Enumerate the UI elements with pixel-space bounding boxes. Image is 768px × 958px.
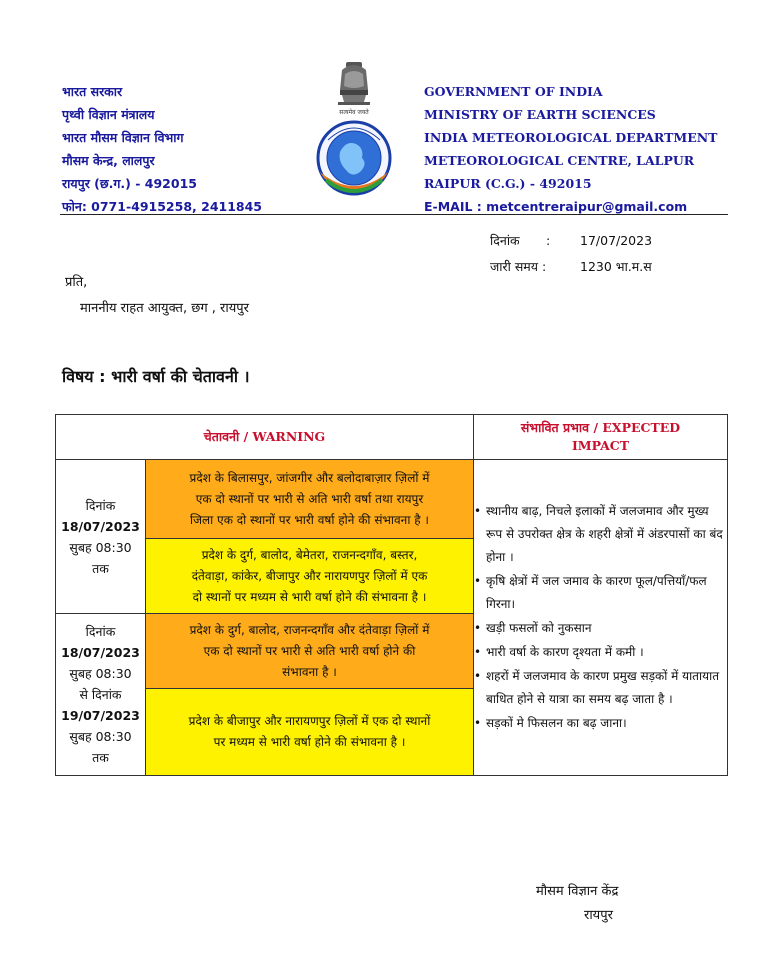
bullet-icon: • xyxy=(474,503,482,518)
header-divider xyxy=(60,214,728,215)
list-item xyxy=(474,500,727,569)
header-phone: फोन: 0771-4915258, 2411845 xyxy=(62,199,263,214)
warning-text: प्रदेश के दुर्ग, बालोद, राजनन्दगाँव और दंतेवाड़ा ज़िलों में xyxy=(189,622,430,637)
imd-emblem-logo xyxy=(312,60,396,206)
bullet-icon: • xyxy=(474,620,482,635)
header-hindi-line: पृथ्वी विज्ञान मंत्रालय xyxy=(62,107,155,122)
issue-time-value: 1230 भा.म.स xyxy=(580,259,652,274)
bullet-icon: • xyxy=(474,644,482,659)
warning-text: प्रदेश के बिलासपुर, जांजगीर और बलोदाबाज़ार ज़िलों में xyxy=(189,470,430,485)
impact-text: कृषि क्षेत्रों में जल जमाव के कारण फूल/पत्तियाँ/फल गिरना। xyxy=(486,573,707,611)
signature-block xyxy=(536,880,618,928)
impact-header xyxy=(474,415,728,460)
impact-text: खड़ी फसलों को नुकसान xyxy=(486,620,592,635)
table-row xyxy=(56,460,728,539)
warning-header: चेतावनी / WARNING xyxy=(56,415,474,460)
recipient-addressee: माननीय राहत आयुक्त, छग , रायपुर xyxy=(80,301,249,316)
table-header-row xyxy=(56,415,728,460)
recipient-prefix: प्रति, xyxy=(65,275,88,290)
header-english-line: RAIPUR (C.G.) - 492015 xyxy=(424,176,592,191)
bullet-icon: • xyxy=(474,668,482,683)
letter-subject: विषय : भारी वर्षा की चेतावनी । xyxy=(62,367,250,386)
header-english-line: GOVERNMENT OF INDIA xyxy=(424,84,603,99)
warning-text: दंतेवाड़ा, कांकेर, बीजापुर और नारायणपुर ज़िलों में एक xyxy=(191,568,428,583)
warning-text: जिला एक दो स्थानों पर भारी वर्षा होने की संभावना है । xyxy=(189,512,429,527)
warning-cell-yellow xyxy=(146,689,474,776)
date-label: दिनांक xyxy=(490,233,520,248)
impact-text: सड़कों मे फिसलन का बढ़ जाना। xyxy=(486,715,627,730)
header-english-line: INDIA METEOROLOGICAL DEPARTMENT xyxy=(424,130,718,145)
header-english-line: MINISTRY OF EARTH SCIENCES xyxy=(424,107,656,122)
list-item xyxy=(474,570,727,616)
header-english-line: METEOROLOGICAL CENTRE, LALPUR xyxy=(424,153,695,168)
header-hindi-line: भारत मौसम विज्ञान विभाग xyxy=(62,130,184,145)
bullet-icon: • xyxy=(474,573,482,588)
header-hindi xyxy=(62,80,262,218)
lion-capital-icon xyxy=(338,62,370,105)
email-link[interactable]: metcentreraipur@gmail.com xyxy=(486,199,688,214)
warning-text: प्रदेश के बीजापुर और नारायणपुर ज़िलों में एक दो स्थानों xyxy=(188,714,431,728)
impact-header-line2: IMPACT xyxy=(571,438,630,453)
signature-line2: रायपुर xyxy=(584,908,613,923)
period-2-cell xyxy=(56,614,146,776)
period-text: दिनांक xyxy=(85,497,116,513)
warning-text: प्रदेश के दुर्ग, बालोद, बेमेतरा, राजनन्दगाँव, बस्तर, xyxy=(201,547,418,562)
impact-text: भारी वर्षा के कारण दृश्यता में कमी । xyxy=(486,644,644,659)
period-text: सुबह 08:30 xyxy=(69,539,132,555)
period-date: 19/07/2023 xyxy=(61,708,140,723)
header-hindi-line: मौसम केन्द्र, लालपुर xyxy=(62,153,155,168)
impact-text: शहरों में जलजमाव के कारण प्रमुख सड़कों में यातायात बाधित होने से यात्रा का समय बढ़ जाता है । xyxy=(486,668,720,706)
warning-text: दो स्थानों पर मध्यम से भारी वर्षा होने की संभावना है । xyxy=(192,589,427,604)
period-text: तक xyxy=(92,560,109,576)
warning-cell-orange xyxy=(146,614,474,689)
period-1-cell xyxy=(56,460,146,614)
signature-line1: मौसम विज्ञान केंद्र xyxy=(536,884,619,899)
warning-cell-yellow xyxy=(146,539,474,614)
warning-text: एक दो स्थानों पर भारी से अति भारी वर्षा होने की xyxy=(203,643,416,658)
warning-text: पर मध्यम से भारी वर्षा होने की संभावना है । xyxy=(213,735,406,749)
period-date: 18/07/2023 xyxy=(61,645,140,660)
list-item xyxy=(474,712,727,735)
period-date: 18/07/2023 xyxy=(61,518,140,534)
issue-meta xyxy=(490,228,652,280)
impact-cell xyxy=(474,460,728,776)
warning-text: एक दो स्थानों पर भारी से अति भारी वर्षा तथा रायपुर xyxy=(195,491,424,506)
period-text: सुबह 08:30 xyxy=(69,666,132,681)
warning-cell-orange xyxy=(146,460,474,539)
header-hindi-line: रायपुर (छ.ग.) - 492015 xyxy=(62,176,197,191)
warning-table xyxy=(55,414,728,776)
impact-text: स्थानीय बाढ़, निचले इलाकों में जलजमाव और मुख्य रूप से उपरोक्त क्षेत्र के शहरी क्षेत्रों में अंडरपासों का बंद होना । xyxy=(486,503,723,564)
imd-seal-icon xyxy=(318,122,390,194)
email-label: E-MAIL : xyxy=(424,199,482,214)
emblem-motto: सत्यमेव जयते xyxy=(339,109,369,116)
warning-text: संभावना है । xyxy=(282,664,337,679)
list-item xyxy=(474,665,727,711)
period-text: तक xyxy=(92,750,109,765)
issue-time-label: जारी समय : xyxy=(490,259,547,274)
list-item xyxy=(474,641,727,664)
period-text: दिनांक xyxy=(85,624,116,639)
date-value: 17/07/2023 xyxy=(580,233,653,248)
period-text: से दिनांक xyxy=(79,687,122,702)
list-item xyxy=(474,617,727,640)
bullet-icon: • xyxy=(474,715,482,730)
date-separator: : xyxy=(546,233,551,248)
header-english xyxy=(424,80,717,218)
period-text: सुबह 08:30 xyxy=(69,729,132,744)
header-hindi-line: भारत सरकार xyxy=(62,84,123,99)
impact-header-line1: संभावित प्रभाव / EXPECTED xyxy=(520,420,681,435)
impact-list xyxy=(474,500,727,735)
